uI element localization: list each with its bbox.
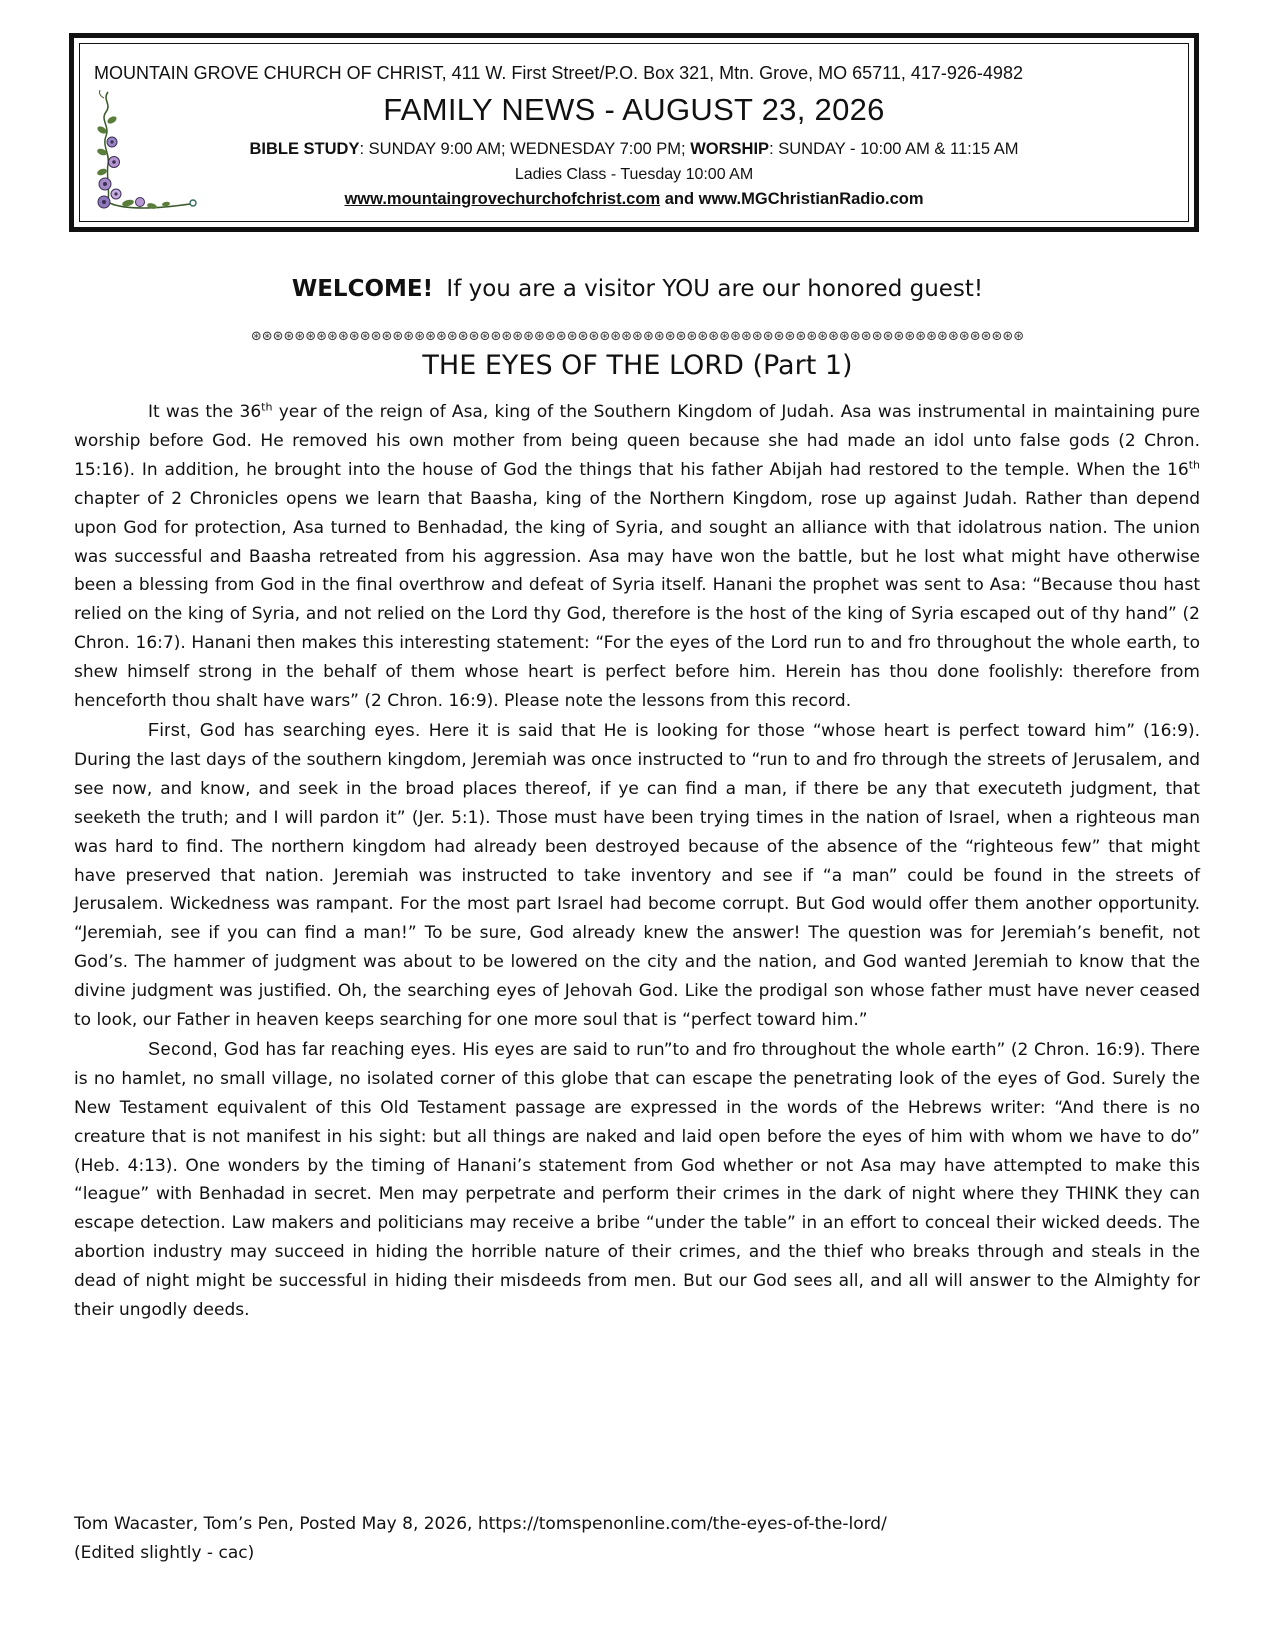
- welcome-message: [0, 276, 1275, 302]
- article-credit: [74, 1510, 887, 1567]
- article-paragraph-1: [74, 398, 1200, 716]
- church-address: MOUNTAIN GROVE CHURCH OF CHRIST, 411 W. First Street/P.O. Box 321, Mtn. Grove, MO 65711, 417-926-4982: [94, 63, 1023, 83]
- article-paragraph-3: [74, 1035, 1200, 1325]
- worship-label: WORSHIP: [690, 140, 770, 158]
- church-website-link[interactable]: www.mountaingrovechurchofchrist.com: [344, 190, 661, 208]
- worship-times: : SUNDAY - 10:00 AM & 11:15 AM: [769, 140, 1019, 158]
- radio-website-link[interactable]: www.MGChristianRadio.com: [698, 190, 924, 208]
- credit-edited-note: (Edited slightly - cac): [74, 1542, 255, 1563]
- article-paragraph-2: [74, 716, 1200, 1035]
- p1-text-c: chapter of 2 Chronicles opens we learn that Baasha, king of the Northern Kingdom, rose up against Judah. Rather than depend upon God for protection, Asa turned to Benhadad, the king of Syria, and sought an alliance with that idolatrous nation. The union was successful and Baasha retreated from his aggression. Asa may have won the battle, but he lost what might have otherwise been a blessing from God in the final overthrow and defeat of Syria itself. Hanani the prophet was sent to Asa: “Because thou hast relied on the king of Syria, and not relied on the Lord thy God, therefore is the host of the king of Syria escaped out of thy hand” (2 Chron. 16:7). Hanani then makes this interesting statement: “For the eyes of the Lord run to and fro throughout the whole earth, to shew himself strong in the behalf of them whose heart is perfect before him. Herein has thou done foolishly: therefore from henceforth thou shalt have wars” (2 Chron. 16:9). Please note the lessons from this record.: [74, 488, 1200, 712]
- p1-text-a: It was the 36: [148, 402, 262, 422]
- websites-and: and: [660, 190, 699, 208]
- ladies-class: Ladies Class - Tuesday 10:00 AM: [514, 166, 754, 183]
- credit-source: Tom Wacaster, Tom’s Pen, Posted May 8, 2026, https://tomspenonline.com/the-eyes-of-the-lord/: [74, 1514, 887, 1534]
- header-box: [69, 33, 1199, 232]
- service-times: [80, 140, 1188, 159]
- p3-text: His eyes are said to run”to and fro throughout the whole earth” (2 Chron. 16:9). There is no hamlet, no small village, no isolated corner of this globe that can escape the penetrating look of the eyes of God. Surely the New Testament equivalent of this Old Testament passage are expressed in the words of the Hebrews writer: “And there is no creature that is not manifest in his sight: but all things are naked and laid open before the eyes of him with whom we have to do” (Heb. 4:13). One wonders by the timing of Hanani’s statement from God whether or not Asa may have attempted to make this “league” with Benhadad in secret. Men may perpetrate and perform their crimes in the dark of night where they THINK they can escape detection. Law makers and politicians may receive a bribe “under the table” in an effort to conceal their wicked deeds. The abortion industry may succeed in hiding the horrible nature of their crimes, and the thief who breaks through and steals in the dead of night might be successful in hiding their misdeeds from men. But our God sees all, and all will answer to the Almighty for their ungodly deeds.: [74, 1039, 1200, 1321]
- ornament-divider: ⊛⊛⊛⊛⊛⊛⊛⊛⊛⊛⊛⊛⊛⊛⊛⊛⊛⊛⊛⊛⊛⊛⊛⊛⊛⊛⊛⊛⊛⊛⊛⊛⊛⊛⊛⊛⊛⊛⊛⊛⊛⊛⊛⊛⊛⊛⊛⊛⊛⊛⊛⊛⊛⊛⊛⊛⊛⊛⊛⊛⊛⊛⊛⊛⊛⊛⊛⊛⊛⊛⊛: [250, 329, 1025, 344]
- bible-study-label: BIBLE STUDY: [249, 140, 360, 158]
- header-inner-border: [79, 43, 1189, 222]
- p1-superscript-2: th: [1188, 458, 1200, 472]
- p3-lead-in: Second, God has far reaching eyes.: [148, 1038, 457, 1059]
- welcome-text: If you are a visitor YOU are our honored guest!: [446, 276, 984, 302]
- websites: [80, 190, 1188, 209]
- article-title: THE EYES OF THE LORD (Part 1): [422, 350, 853, 381]
- p2-lead-in: First, God has searching eyes.: [148, 719, 421, 740]
- p1-text-b: year of the reign of Asa, king of the Southern Kingdom of Judah. Asa was instrumental in maintaining pure worship before God. He removed his own mother from being queen because she had made an idol unto false gods (2 Chron. 15:16). In addition, he brought into the house of God the things that his father Abijah had restored to the temple. When the 16: [74, 402, 1200, 480]
- article-body: [74, 398, 1200, 1325]
- welcome-bold: WELCOME!: [291, 276, 434, 302]
- p1-superscript-1: th: [261, 400, 273, 414]
- newsletter-title: FAMILY NEWS - AUGUST 23, 2026: [383, 92, 885, 127]
- p2-text: Here it is said that He is looking for those “whose heart is perfect toward him” (16:9). During the last days of the southern kingdom, Jeremiah was once instructed to “run to and fro through the streets of Jerusalem, and see now, and know, and seek in the broad places thereof, if ye can find a man, if there be any that executeth judgment, that seeketh the truth; and I will pardon it” (Jer. 5:1). Those must have been trying times in the nation of Israel, when a righteous man was hard to find. The northern kingdom had already been destroyed because of the absence of the “righteous few” that might have preserved that nation. Jeremiah was instructed to take inventory and see if “a man” could be found in the streets of Jerusalem. Wickedness was rampant. For the most part Israel had become corrupt. But God would offer them another opportunity. “Jeremiah, see if you can find a man!” To be sure, God already knew the answer! The question was for Jeremiah’s benefit, not God’s. The hammer of judgment was about to be lowered on the city and the nation, and God wanted Jeremiah to know that the divine judgment was justified. Oh, the searching eyes of Jehovah God. Like the prodigal son whose father must have never ceased to look, our Father in heaven keeps searching for one more soul that is “perfect toward him.”: [74, 720, 1201, 1031]
- bible-study-times: : SUNDAY 9:00 AM; WEDNESDAY 7:00 PM;: [359, 140, 691, 158]
